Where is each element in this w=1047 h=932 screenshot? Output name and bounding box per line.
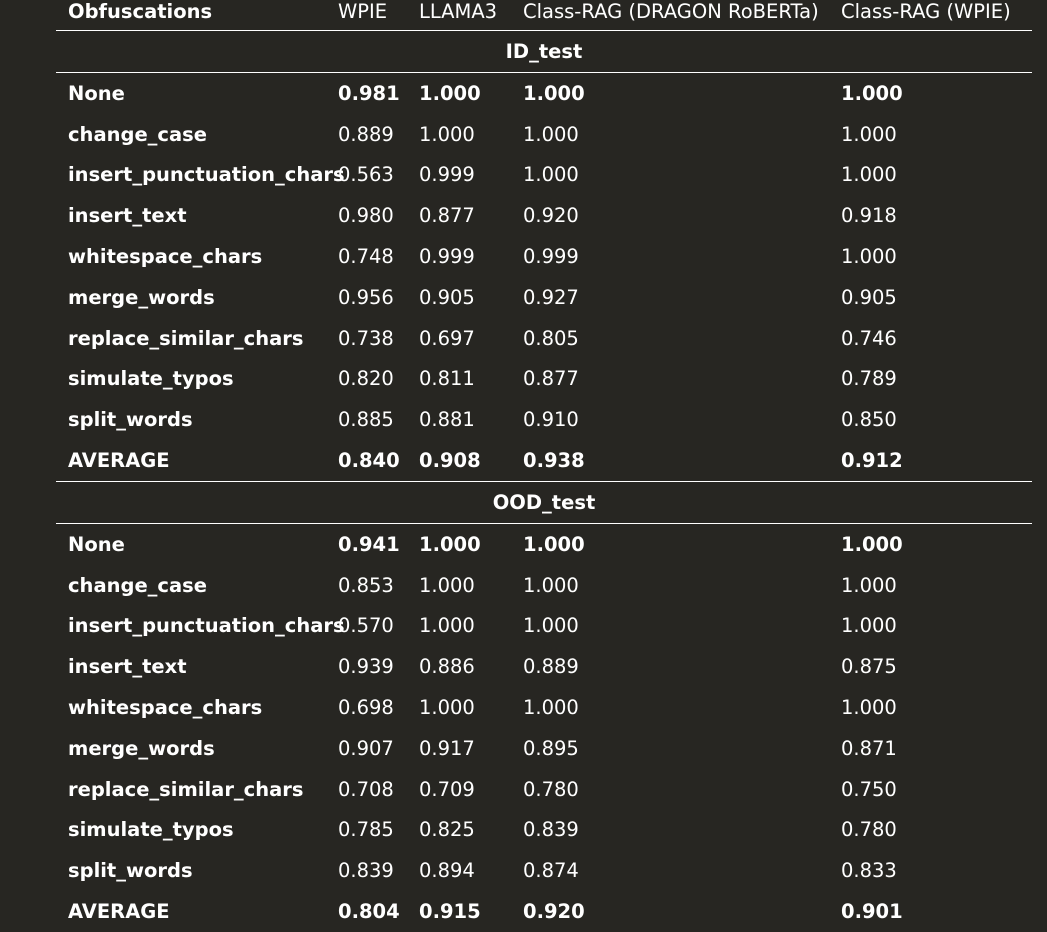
class-rag-wpie-cell: 1.000	[841, 532, 903, 556]
llama3-cell: 0.811	[419, 367, 475, 391]
table-header	[56, 0, 1032, 31]
header-class-rag-wpie: Class-RAG (WPIE)	[841, 0, 1032, 31]
wpie-cell: 0.956	[338, 285, 394, 309]
table-row	[56, 810, 1032, 851]
llama3-cell: 0.917	[419, 736, 475, 760]
class-rag-wpie-cell: 1.000	[841, 245, 897, 269]
wpie-cell: 0.980	[338, 204, 394, 228]
table-row	[56, 195, 1032, 236]
wpie-cell: 0.889	[338, 122, 394, 146]
class-rag-dragon-cell: 1.000	[523, 614, 579, 638]
obfuscation-name-cell: AVERAGE	[68, 449, 170, 473]
llama3-cell: 1.000	[419, 532, 481, 556]
class-rag-wpie-cell: 1.000	[841, 573, 897, 597]
obfuscation-name-cell: merge_words	[68, 736, 215, 760]
wpie-cell: 0.839	[338, 859, 394, 883]
obfuscation-name-cell: whitespace_chars	[68, 245, 263, 269]
llama3-cell: 1.000	[419, 614, 475, 638]
header-llama3: LLAMA3	[419, 0, 523, 31]
class-rag-wpie-cell: 0.912	[841, 449, 903, 473]
class-rag-wpie-cell: 0.789	[841, 367, 897, 391]
wpie-cell: 0.981	[338, 81, 400, 105]
table-row	[56, 646, 1032, 687]
class-rag-wpie-cell: 0.850	[841, 408, 897, 432]
table-row	[56, 850, 1032, 891]
table-row	[56, 891, 1032, 932]
llama3-cell: 0.908	[419, 449, 481, 473]
wpie-cell: 0.907	[338, 736, 394, 760]
obfuscation-name-cell: replace_similar_chars	[68, 777, 304, 801]
table-row	[56, 236, 1032, 277]
section-header-row	[56, 481, 1032, 523]
class-rag-wpie-cell: 0.746	[841, 326, 897, 350]
class-rag-wpie-cell: 1.000	[841, 614, 897, 638]
wpie-cell: 0.939	[338, 655, 394, 679]
llama3-cell: 1.000	[419, 122, 475, 146]
wpie-cell: 0.840	[338, 449, 400, 473]
class-rag-dragon-cell: 0.839	[523, 818, 579, 842]
class-rag-dragon-cell: 0.999	[523, 245, 579, 269]
class-rag-dragon-cell: 1.000	[523, 81, 585, 105]
obfuscation-name-cell: merge_words	[68, 285, 215, 309]
obfuscation-name-cell: change_case	[68, 573, 207, 597]
obfuscation-name-cell: insert_text	[68, 204, 187, 228]
obfuscation-name-cell: None	[68, 81, 125, 105]
class-rag-dragon-cell: 1.000	[523, 122, 579, 146]
header-class-rag-dragon-roberta: Class-RAG (DRAGON RoBERTa)	[523, 0, 841, 31]
obfuscation-name-cell: insert_punctuation_chars	[68, 163, 345, 187]
class-rag-dragon-cell: 1.000	[523, 696, 579, 720]
llama3-cell: 0.877	[419, 204, 475, 228]
llama3-cell: 0.697	[419, 326, 475, 350]
wpie-cell: 0.708	[338, 777, 394, 801]
llama3-cell: 0.709	[419, 777, 475, 801]
header-row	[56, 0, 1032, 31]
llama3-cell: 0.905	[419, 285, 475, 309]
section-title: ID_test	[56, 31, 1032, 73]
llama3-cell: 0.881	[419, 408, 475, 432]
wpie-cell: 0.941	[338, 532, 400, 556]
table-row	[56, 155, 1032, 196]
class-rag-dragon-cell: 0.920	[523, 900, 585, 924]
table-row	[56, 277, 1032, 318]
class-rag-wpie-cell: 0.833	[841, 859, 897, 883]
class-rag-dragon-cell: 0.927	[523, 285, 579, 309]
llama3-cell: 1.000	[419, 81, 481, 105]
obfuscation-name-cell: whitespace_chars	[68, 696, 263, 720]
table-row	[56, 359, 1032, 400]
class-rag-wpie-cell: 0.918	[841, 204, 897, 228]
class-rag-dragon-cell: 0.910	[523, 408, 579, 432]
table-row	[56, 728, 1032, 769]
llama3-cell: 1.000	[419, 696, 475, 720]
wpie-cell: 0.698	[338, 696, 394, 720]
class-rag-wpie-cell: 1.000	[841, 163, 897, 187]
class-rag-wpie-cell: 0.871	[841, 736, 897, 760]
table-row	[56, 606, 1032, 647]
class-rag-dragon-cell: 0.877	[523, 367, 579, 391]
obfuscation-name-cell: split_words	[68, 859, 193, 883]
header-obfuscations: Obfuscations	[56, 0, 338, 31]
class-rag-wpie-cell: 1.000	[841, 696, 897, 720]
class-rag-dragon-cell: 0.889	[523, 655, 579, 679]
class-rag-dragon-cell: 0.938	[523, 449, 585, 473]
class-rag-dragon-cell: 1.000	[523, 573, 579, 597]
llama3-cell: 0.999	[419, 163, 475, 187]
class-rag-dragon-cell: 0.874	[523, 859, 579, 883]
wpie-cell: 0.804	[338, 900, 400, 924]
header-wpie: WPIE	[338, 0, 419, 31]
llama3-cell: 0.915	[419, 900, 481, 924]
table-row	[56, 440, 1032, 481]
llama3-cell: 0.999	[419, 245, 475, 269]
obfuscation-name-cell: replace_similar_chars	[68, 326, 304, 350]
obfuscation-name-cell: change_case	[68, 122, 207, 146]
table-row	[56, 399, 1032, 440]
table-row	[56, 769, 1032, 810]
class-rag-dragon-cell: 0.780	[523, 777, 579, 801]
llama3-cell: 1.000	[419, 573, 475, 597]
wpie-cell: 0.738	[338, 326, 394, 350]
class-rag-wpie-cell: 1.000	[841, 81, 903, 105]
class-rag-dragon-cell: 1.000	[523, 163, 579, 187]
class-rag-dragon-cell: 0.805	[523, 326, 579, 350]
table-row	[56, 523, 1032, 564]
wpie-cell: 0.563	[338, 163, 394, 187]
obfuscation-name-cell: insert_punctuation_chars	[68, 614, 345, 638]
wpie-cell: 0.785	[338, 818, 394, 842]
obfuscation-name-cell: insert_text	[68, 655, 187, 679]
table-body	[56, 31, 1032, 932]
wpie-cell: 0.853	[338, 573, 394, 597]
table-row	[56, 565, 1032, 606]
table-row	[56, 687, 1032, 728]
llama3-cell: 0.886	[419, 655, 475, 679]
section-title: OOD_test	[56, 481, 1032, 523]
wpie-cell: 0.748	[338, 245, 394, 269]
class-rag-dragon-cell: 0.920	[523, 204, 579, 228]
llama3-cell: 0.894	[419, 859, 475, 883]
class-rag-wpie-cell: 0.875	[841, 655, 897, 679]
wpie-cell: 0.885	[338, 408, 394, 432]
table-row	[56, 114, 1032, 155]
class-rag-dragon-cell: 0.895	[523, 736, 579, 760]
class-rag-wpie-cell: 0.780	[841, 818, 897, 842]
section-header-row	[56, 31, 1032, 73]
wpie-cell: 0.820	[338, 367, 394, 391]
class-rag-wpie-cell: 0.901	[841, 900, 903, 924]
obfuscation-name-cell: simulate_typos	[68, 367, 234, 391]
class-rag-wpie-cell: 1.000	[841, 122, 897, 146]
obfuscation-name-cell: simulate_typos	[68, 818, 234, 842]
class-rag-dragon-cell: 1.000	[523, 532, 585, 556]
table-row	[56, 318, 1032, 359]
class-rag-wpie-cell: 0.750	[841, 777, 897, 801]
wpie-cell: 0.570	[338, 614, 394, 638]
table-row	[56, 73, 1032, 114]
class-rag-wpie-cell: 0.905	[841, 285, 897, 309]
obfuscation-name-cell: split_words	[68, 408, 193, 432]
llama3-cell: 0.825	[419, 818, 475, 842]
obfuscation-name-cell: None	[68, 532, 125, 556]
obfuscation-name-cell: AVERAGE	[68, 900, 170, 924]
results-table	[56, 0, 1032, 932]
